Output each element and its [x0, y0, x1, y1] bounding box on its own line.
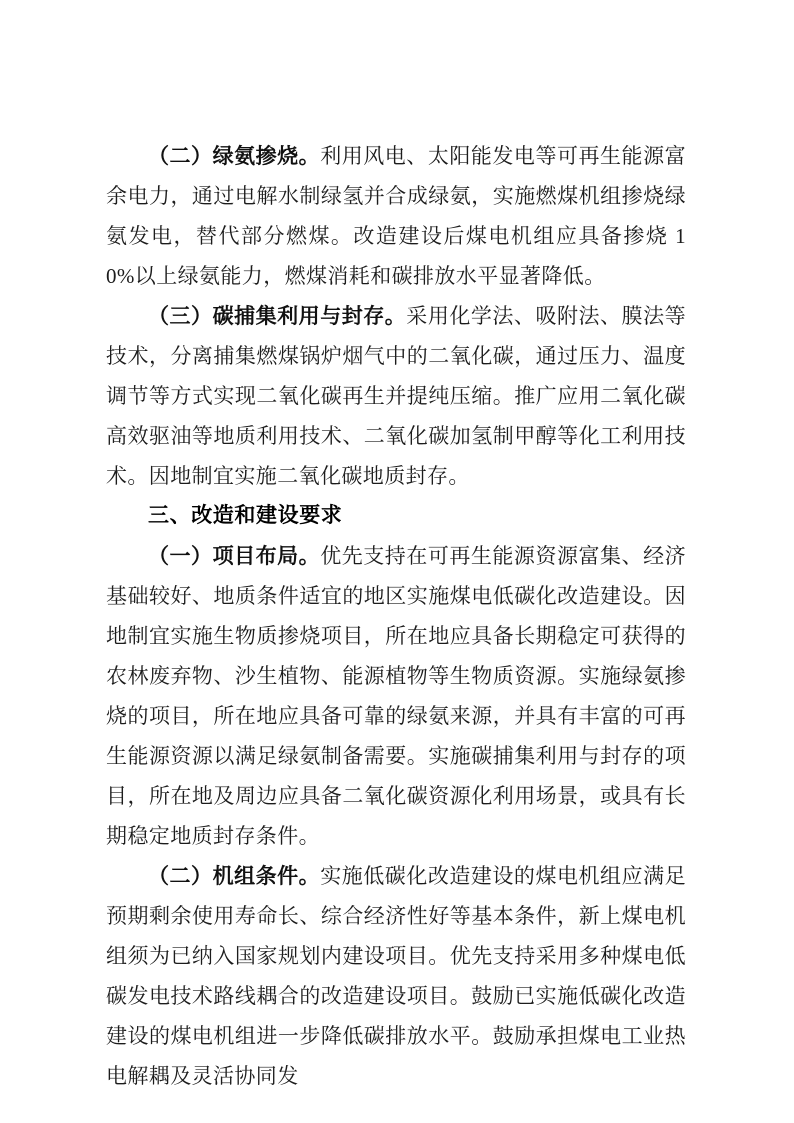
paragraph-lead-green-ammonia: （二）绿氨掺烧。 [148, 144, 321, 168]
section-heading-renovation-requirements: 三、改造和建设要求 [148, 504, 343, 527]
paragraph-text-project-layout: 优先支持在可再生能源资源富集、经济基础较好、地质条件适宜的地区实施煤电低碳化改造建设。因地制宜实施生物质掺烧项目，所在地应具备长期稳定可获得的农林废弃物、沙生植物、能源植物等生物质资源。实施绿氨掺烧的项目，所在地应具备可靠的绿氨来源，并具有丰富的可再生能源资源以满足绿氨制备需要。实施碳捕集利用与封存的项目，所在地及周边应具备二氧化碳资源化利用场景，或具有长期稳定地质封存条件。 [106, 544, 686, 848]
paragraph-unit-conditions [106, 856, 686, 1096]
paragraph-green-ammonia-cofiring [106, 136, 686, 296]
paragraph-text-unit-conditions: 实施低碳化改造建设的煤电机组应满足预期剩余使用寿命长、综合经济性好等基本条件，新上煤电机组须为已纳入国家规划内建设项目。优先支持采用多种煤电低碳发电技术路线耦合的改造建设项目。鼓励已实施低碳化改造建设的煤电机组进一步降低碳排放水平。鼓励承担煤电工业热电解耦及灵活协同发 [106, 864, 686, 1088]
paragraph-lead-unit-conditions: （二）机组条件。 [148, 864, 321, 888]
document-content [106, 136, 686, 1096]
paragraph-text-green-ammonia: 利用风电、太阳能发电等可再生能源富余电力，通过电解水制绿氢并合成绿氨，实施燃煤机组掺烧绿氨发电，替代部分燃煤。改造建设后煤电机组应具备掺烧 10%以上绿氨能力，燃煤消耗和碳排放水平显著降低。 [106, 144, 686, 288]
paragraph-lead-project-layout: （一）项目布局。 [148, 544, 321, 568]
paragraph-lead-carbon-capture: （三）碳捕集利用与封存。 [148, 304, 407, 328]
paragraph-text-carbon-capture: 采用化学法、吸附法、膜法等技术，分离捕集燃煤锅炉烟气中的二氧化碳，通过压力、温度调节等方式实现二氧化碳再生并提纯压缩。推广应用二氧化碳高效驱油等地质利用技术、二氧化碳加氢制甲醇等化工利用技术。因地制宜实施二氧化碳地质封存。 [106, 304, 686, 488]
paragraph-project-layout [106, 536, 686, 856]
paragraph-carbon-capture [106, 296, 686, 496]
